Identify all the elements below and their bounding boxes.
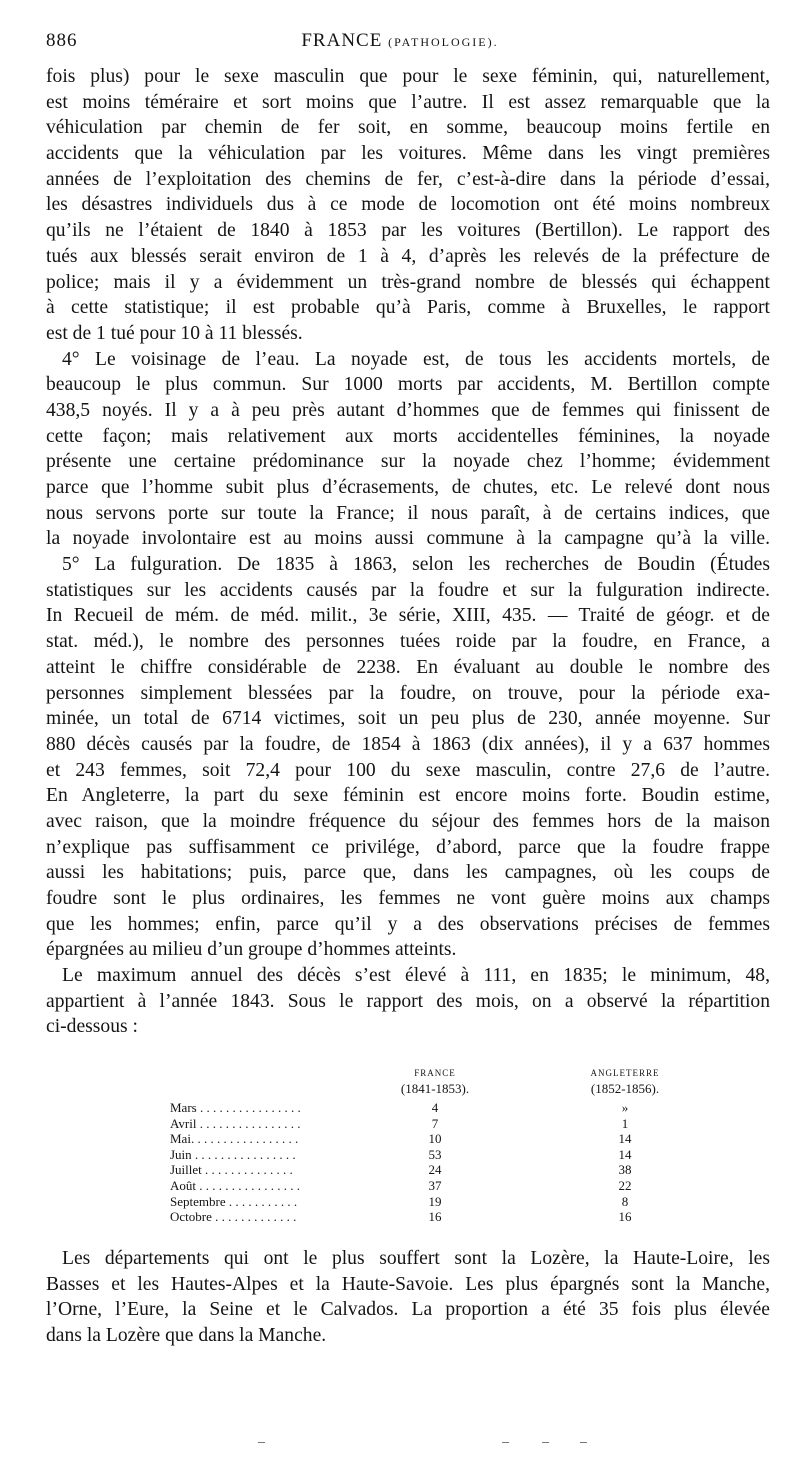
text-line: à cette statistique; il est probable qu’à Paris, comme à Bruxelles, le rapport	[46, 297, 770, 319]
table-row	[170, 1194, 710, 1210]
page-number: 886	[46, 30, 78, 51]
text-line: 4° Le voisinage de l’eau. La noyade est, de tous les accidents mortels, de	[62, 348, 770, 370]
france-cell: 4	[431, 1100, 439, 1115]
text-line: In Recueil de mém. de méd. milit., 3e série, XIII, 435. — Traité de géogr. et de	[46, 605, 770, 627]
text-line: fois plus) pour le sexe masculin que pour le sexe féminin, qui, naturellement,	[46, 66, 770, 87]
text-line: parce que l’homme subit plus d’écrasements, de chutes, etc. Le relevé dont nous	[46, 477, 770, 498]
text-line: les désastres individuels dus à ce mode de locomotion ont été moins nombreux	[46, 194, 770, 216]
running-title	[0, 30, 800, 52]
text-line: présente une certaine prédominance sur la noyade chez l’homme; évidemment	[46, 451, 770, 473]
month-cell: Avril . . . . . . . . . . . . . . . .	[170, 1115, 301, 1131]
angleterre-cell: 14	[618, 1131, 632, 1147]
angleterre-cell: »	[621, 1100, 629, 1115]
text-line: l’Orne, l’Eure, la Seine et le Calvados. La proportion a été 35 fois plus élevée	[46, 1299, 770, 1321]
france-cell: 16	[428, 1209, 442, 1225]
text-line: stat. méd.), le nombre des personnes tuées roide par la foudre, en France, a	[46, 631, 770, 653]
text-line: épargnées au milieu d’un groupe d’hommes atteints.	[46, 939, 457, 961]
running-title-sub: (PATHOLOGIE).	[388, 35, 499, 49]
text-line: foudre sont le plus ordinaires, les femmes ne vont guère moins aux champs	[46, 888, 770, 909]
text-line: tués aux blessés serait environ de 1 à 4, d’après les relevés de la préfecture de	[46, 245, 770, 267]
text-line: 438,5 noyés. Il y a à peu près autant d’hommes que de femmes qui finissent de	[46, 399, 770, 421]
text-line: est de 1 tué pour 10 à 11 blessés.	[46, 322, 303, 344]
month-cell: Juillet . . . . . . . . . . . . . .	[170, 1162, 293, 1178]
text-line: accidents que la véhiculation par les voitures. Même dans les vingt premières	[46, 143, 770, 165]
month-cell: Septembre . . . . . . . . . . .	[170, 1193, 298, 1209]
text-line: avec raison, que la moindre fréquence du séjour des femmes hors de la maison	[46, 810, 770, 832]
text-line: En Angleterre, la part du sexe féminin est encore moins forte. Boudin estime,	[46, 785, 770, 807]
column-period: (1852-1856).	[590, 1081, 660, 1096]
month-cell: Octobre . . . . . . . . . . . . .	[170, 1209, 297, 1225]
text-line: ci-dessous :	[46, 1016, 138, 1038]
text-line: 880 décès causés par la foudre, de 1854 à 1863 (dix années), il y a 637 hommes	[46, 733, 770, 755]
text-line: police; mais il y a évidemment un très-grand nombre de blessés qui échappent	[46, 271, 770, 293]
table-header	[170, 1066, 710, 1100]
text-line: statistiques sur les accidents causés par la foudre et sur la fulguration indirecte.	[46, 579, 770, 601]
print-mark	[502, 1442, 509, 1443]
column-title: ANGLETERRE	[590, 1068, 660, 1078]
text-line: Le maximum annuel des décès s’est élevé à 111, en 1835; le minimum, 48,	[62, 965, 770, 987]
text-line: personnes simplement blessées par la foudre, on trouve, pour la période exa-	[46, 682, 770, 704]
text-line: aussi les habitations; puis, parce que, dans les campagnes, où les coups de	[46, 862, 770, 884]
text-line: Les départements qui ont le plus souffert sont la Lozère, la Haute-Loire, les	[62, 1248, 770, 1269]
running-header	[0, 30, 800, 54]
france-cell: 24	[428, 1162, 442, 1178]
text-line: que les hommes; enfin, parce qu’il y a des observations précises de femmes	[46, 913, 770, 935]
text-line: qu’ils ne l’étaient de 1840 à 1853 par les voitures (Bertillon). Le rapport des	[46, 220, 770, 242]
lightning-deaths-table	[170, 1066, 710, 1225]
angleterre-cell: 14	[618, 1146, 632, 1162]
print-mark	[580, 1442, 587, 1443]
angleterre-cell: 8	[621, 1193, 629, 1209]
text-line: Basses et les Hautes-Alpes et la Haute-Savoie. Les plus épargnés sont la Manche,	[46, 1273, 770, 1295]
france-cell: 19	[428, 1193, 442, 1209]
text-line: véhiculation par chemin de fer soit, en somme, beaucoup moins fertile en	[46, 117, 770, 139]
angleterre-cell: 22	[618, 1177, 632, 1193]
table-row	[170, 1131, 710, 1147]
print-mark	[542, 1442, 549, 1443]
column-header-angleterre	[565, 1066, 685, 1096]
column-header-france	[375, 1066, 495, 1096]
month-cell: Mai. . . . . . . . . . . . . . . . .	[170, 1131, 299, 1147]
month-cell: Juin . . . . . . . . . . . . . . . .	[170, 1146, 296, 1162]
text-line: dans la Lozère que dans la Manche.	[46, 1325, 327, 1347]
footer-print-marks	[0, 1442, 800, 1450]
table-row	[170, 1100, 710, 1116]
month-cell: Mars . . . . . . . . . . . . . . . .	[170, 1100, 301, 1115]
text-line: minée, un total de 6714 victimes, soit un peu plus de 230, année moyenne. Sur	[46, 708, 770, 730]
table-row	[170, 1147, 710, 1163]
table-row	[170, 1209, 710, 1225]
month-cell: Août . . . . . . . . . . . . . . . .	[170, 1177, 300, 1193]
text-line: 5° La fulguration. De 1835 à 1863, selon les recherches de Boudin (Études	[62, 554, 770, 576]
text-line: et 243 femmes, soit 72,4 pour 100 du sexe masculin, contre 27,6 de l’autre.	[46, 759, 770, 781]
france-cell: 7	[431, 1115, 439, 1131]
table-row	[170, 1162, 710, 1178]
france-cell: 37	[428, 1177, 442, 1193]
column-title: FRANCE	[414, 1068, 456, 1078]
text-line: beaucoup le plus commun. Sur 1000 morts par accidents, M. Bertillon compte	[46, 374, 770, 396]
france-cell: 53	[428, 1146, 442, 1162]
text-line: années de l’exploitation des chemins de fer, c’est-à-dire dans la période d’essai,	[46, 168, 770, 190]
angleterre-cell: 16	[618, 1209, 632, 1225]
text-line: nous servons porte sur toute la France; il nous paraît, à de certains indices, que	[46, 502, 770, 524]
closing-paragraph	[46, 1246, 770, 1349]
text-line: la noyade involontaire est au moins aussi commune à la campagne qu’à la ville.	[46, 528, 770, 550]
france-cell: 10	[428, 1131, 442, 1147]
running-title-main: FRANCE	[301, 30, 383, 51]
text-line: est moins téméraire et sort moins que l’autre. Il est assez remarquable que la	[46, 91, 770, 113]
angleterre-cell: 1	[621, 1115, 629, 1131]
text-line: n’explique pas suffisamment ce privilége, d’abord, parce que la foudre frappe	[46, 836, 770, 858]
body-text	[46, 64, 770, 1040]
text-line: cette façon; mais relativement aux morts accidentelles féminines, la noyade	[46, 425, 770, 447]
table-row	[170, 1178, 710, 1194]
table-row	[170, 1116, 710, 1132]
column-period: (1841-1853).	[400, 1081, 470, 1096]
angleterre-cell: 38	[618, 1162, 632, 1178]
text-line: atteint le chiffre considérable de 2238. En évaluant au double le nombre des	[46, 656, 770, 678]
print-mark	[258, 1442, 265, 1443]
text-line: appartient à l’année 1843. Sous le rapport des mois, on a observé la répartition	[46, 990, 770, 1012]
